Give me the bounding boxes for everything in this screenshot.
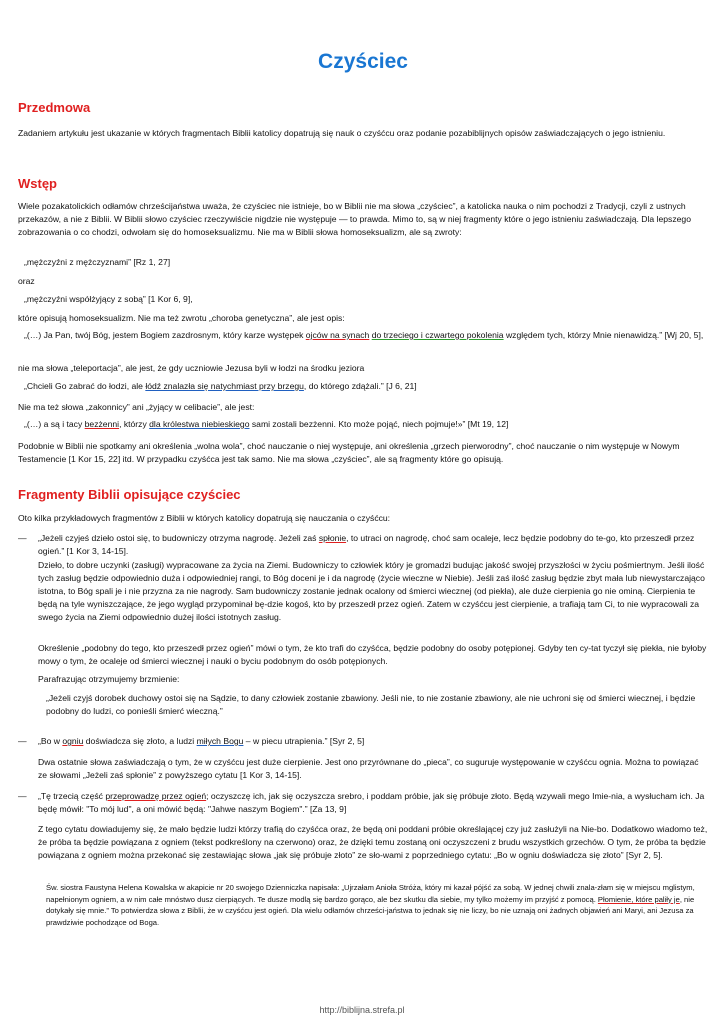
przedmowa-text: Zadaniem artykułu jest ukazanie w których fragmentach Biblii katolicy dopatrują się nauk o czyśćcu oraz podanie pozabiblijnych opisów zaświadczających o jego istnieniu. [18,128,666,138]
quote-text: „Bo w [38,736,63,746]
dash-bullet: — [18,533,27,543]
quote-text: „(…) a są i tacy [24,419,85,429]
list-item-text [38,532,708,558]
text-oraz: oraz [18,276,35,286]
quote-text: „Chcieli Go zabrać do łodzi, ale [24,381,146,391]
list-item [18,790,708,816]
wstep-paragraph-4: Nie ma też słowa „zakonnicy” ani „żyjący w celibacie”, ale jest: [18,402,255,412]
note-text: Św. siostra Faustyna Helena Kowalska w akapicie nr 20 swojego Dzienniczka napisała: „Ujrzałam Anioła Stróża, który mi kazał pójść za sobą. W jednej chwili znala-złam się w miejscu mglistym, napełnionym ogniem, a w nim całe mnóstwo dusz cierpiących. Te dusze modlą się bardzo gorąco, ale bez skutku dla siebie, my tylko możemy im przyjść z pomocą. [46,883,695,904]
list-item [18,532,708,558]
wstep-paragraph-2: które opisują homoseksualizm. Nie ma też zwrotu „choroba genetyczna”, ale jest opis: [18,313,345,323]
quote-text: , którzy [119,419,150,429]
wstep-paragraph-3: nie ma słowa „teleportacja”, ale jest, że gdy uczniowie Jezusa byli w łodzi na środku jeziora [18,363,365,373]
explanation-paragraph: Dzieło, to dobre uczynki (zasługi) wypracowane za życia na Ziemi. Budowniczy to człowiek który je gromadzi budując jakość swojej przyszłości w życiu pośmiertnym. Jeśli ilość tych zasług będzie odpowiednio duża i odpowiedniej rangi, to Bóg doceni je i da nagrodę (życie wieczne w Niebie). Jeśli zaś ilość zasług będzie zbyt mała lub niewystarczająco istotna, to Bóg spali je i nie przyzna za nie nagrody. Sam budowniczy zostanie jednak ocalony od śmierci wiecznej (od piekła), ale duże cierpienia go nie ominą. Cierpienia te będą na tyle wyniszczające, że jego wygląd przypominał bę-dzie kogoś, kto by przeszedł przez ogień. Zatem w czyśćcu jest cierpienie, a trafiają tam Ci, to nie wypracowali za swego życia na Ziemi odpowiednio dużej ilości istotnych zasług. [38,560,705,622]
quote-text: ; oczyszczę ich, jak się oczyszcza srebro, i poddam próbie, jak się próbuje złoto. Będą wzywali mego Imie-nia, a wysłucham ich. Ja będę mówił: "To mój lud", a oni mówić będą: "Jahwe naszym Bogiem".” [Za 13, 9] [38,791,705,814]
list-item [18,735,708,748]
quote-1kor: „mężczyźni współżyjący z sobą” [1 Kor 6, 9], [24,294,193,304]
underlined-text: spłonie [318,533,347,543]
underlined-text: bezżenni [84,419,120,429]
wstep-paragraph-5: Podobnie w Biblii nie spotkamy ani określenia „wolna wola”, choć nauczanie o niej występuje, ani określenia „grzech pierworodny”, choć nauczanie o nim występuje w Nowym Testamencie [1 Kor 15, 22] itd. W przypadku czyśćca jest tak samo. Nie ma słowa „czyściec”, ale są fragmenty które go opisują. [18,441,680,464]
dash-bullet: — [18,736,27,746]
page-title: Czyściec [318,50,408,73]
underlined-text: do trzeciego i czwartego pokolenia [371,330,504,340]
underlined-text: Płomienie, które paliły je [597,894,680,904]
explanation-paragraph: Dwa ostatnie słowa zaświadczają o tym, że w czyśćcu jest duże cierpienie. Jest ono przyrównane do „pieca”, co suguruje występowanie w czyśćcu ognia. Można to powiązać ze słowami „Jeżeli zaś spłonie” z powyższego cytatu [1 Kor 3, 14-15]. [38,757,699,780]
heading-fragmenty: Fragmenty Biblii opisujące czyściec [18,487,241,502]
quote-j [18,380,714,393]
underlined-text: ojców na synach [305,330,370,340]
heading-przedmowa: Przedmowa [18,100,91,115]
quote-text: „Tę trzecią część [38,791,106,801]
explanation-paragraph: Określenie „podobny do tego, kto przeszedł przez ogień” mówi o tym, że kto trafi do czyśćca, będzie podobny do osoby potępionej. Gdyby ten cy-tat tyczył się piekła, nie byłoby mowy o tym, że ocaleje od śmierci wiecznej i nauki o byciu podobnym do osób potępionych. [38,643,707,666]
quote-mt [18,418,714,431]
explanation-paragraph: Parafrazując otrzymujemy brzmienie: [38,674,180,684]
quote-wj [18,329,714,342]
list-item-text [38,790,708,816]
underlined-text: dla królestwa niebieskiego [149,419,250,429]
underlined-text: przeprowadzę przez ogień [105,791,207,801]
quote-text: „(…) Ja Pan, twój Bóg, jestem Bogiem zazdrosnym, który karze występek [24,330,306,340]
quote-text: „Jeżeli czyjeś dzieło ostoi się, to budowniczy otrzyma nagrodę. Jeżeli zaś [38,533,319,543]
quote-text: , to utraci on nagrodę, choć sam ocaleje, lecz będzie podobny do te-go, kto przeszedł przez ogień.” [1 Kor 3, 14-15]. [38,533,695,556]
underlined-text: łódź znalazła się natychmiast przy brzegu [145,381,304,391]
footer-url: http://biblijna.strefa.pl [319,1005,405,1015]
faustyna-note [18,882,708,928]
fragmenty-intro: Oto kilka przykładowych fragmentów z Biblii w których katolicy dopatrują się nauczania o czyśćcu: [18,513,391,523]
quote-rz: „mężczyźni z mężczyznami” [Rz 1, 27] [24,257,171,267]
heading-wstep: Wstęp [18,176,57,191]
quote-text: – w piecu utrapienia.” [Syr 2, 5] [243,736,365,746]
wstep-paragraph-1: Wiele pozakatolickich odłamów chrześcijaństwa uważa, że czyściec nie istnieje, bo w Biblii nie ma słowa „czyściec”, a katolicka nauka o nim pochodzi z Tradycji, czyli z ustnych przekazów, a nie z Biblii. W Biblii słowo czyściec rzeczywiście nigdzie nie występuje — to prawda. Mimo to, są w niej fragmenty które o jego istnieniu zaświadczają. Dla lepszego zobrazowania o co chodzi, odwołam się do homoseksualizmu. Nie ma w Biblii słowa homoseksualizm, ale są zwroty: [18,201,691,237]
underlined-text: miłych Bogu [196,736,244,746]
note-text: , nie dotykały się mnie.” To potwierdza słowa z Biblii, że w czyśćcu jest ogień. Dla wielu odłamów chrześci-jaństwa to jednak się nie liczy, bo nie uznają oni żadnych objawień ani Maryi, ani Jezusa za prawdziwie pochodzące od Boga. [46,894,695,927]
quote-text: doświadcza się złoto, a ludzi [83,736,197,746]
dash-bullet: — [18,791,27,801]
underlined-text: ogniu [62,736,84,746]
quote-text: , do którego zdążali.” [J 6, 21] [303,381,417,391]
paraphrase-quote: „Jeżeli czyjś dorobek duchowy ostoi się na Sądzie, to dany człowiek zostanie zbawiony. Jeśli nie, to nie zostanie zbawiony, ale nie uchroni się od śmierci wiecznej, i będzie podobny do ludzi, co ponieśli śmierć wieczną.” [46,693,696,716]
quote-text: sami zostali bezżenni. Kto może pojąć, niech pojmuje!»” [Mt 19, 12] [249,419,509,429]
explanation-paragraph: Z tego cytatu dowiadujemy się, że mało będzie ludzi którzy trafią do czyśćca oraz, że będą oni poddani próbie określającej czy już zasłużyli na Nie-bo. Dodatkowo wiadomo też, że próba ta będzie powiązana z ogniem (tekst podkreślony na czerwono) oraz, że dzięki temu zostaną oni oczyszczeni z brudu wszystkich grzechów. O tym, że próba ta będzie powiązana z ogniem można przekonać się zestawiając słowa „jak się próbuje złoto” ze sło-wami z poprzedniego cytatu: „Bo w ogniu doświadcza się złoto” [Syr 2, 5]. [38,824,708,860]
list-item-text [38,735,708,748]
quote-text: względem tych, którzy Mnie nienawidzą.” [Wj 20, 5], [503,330,704,340]
